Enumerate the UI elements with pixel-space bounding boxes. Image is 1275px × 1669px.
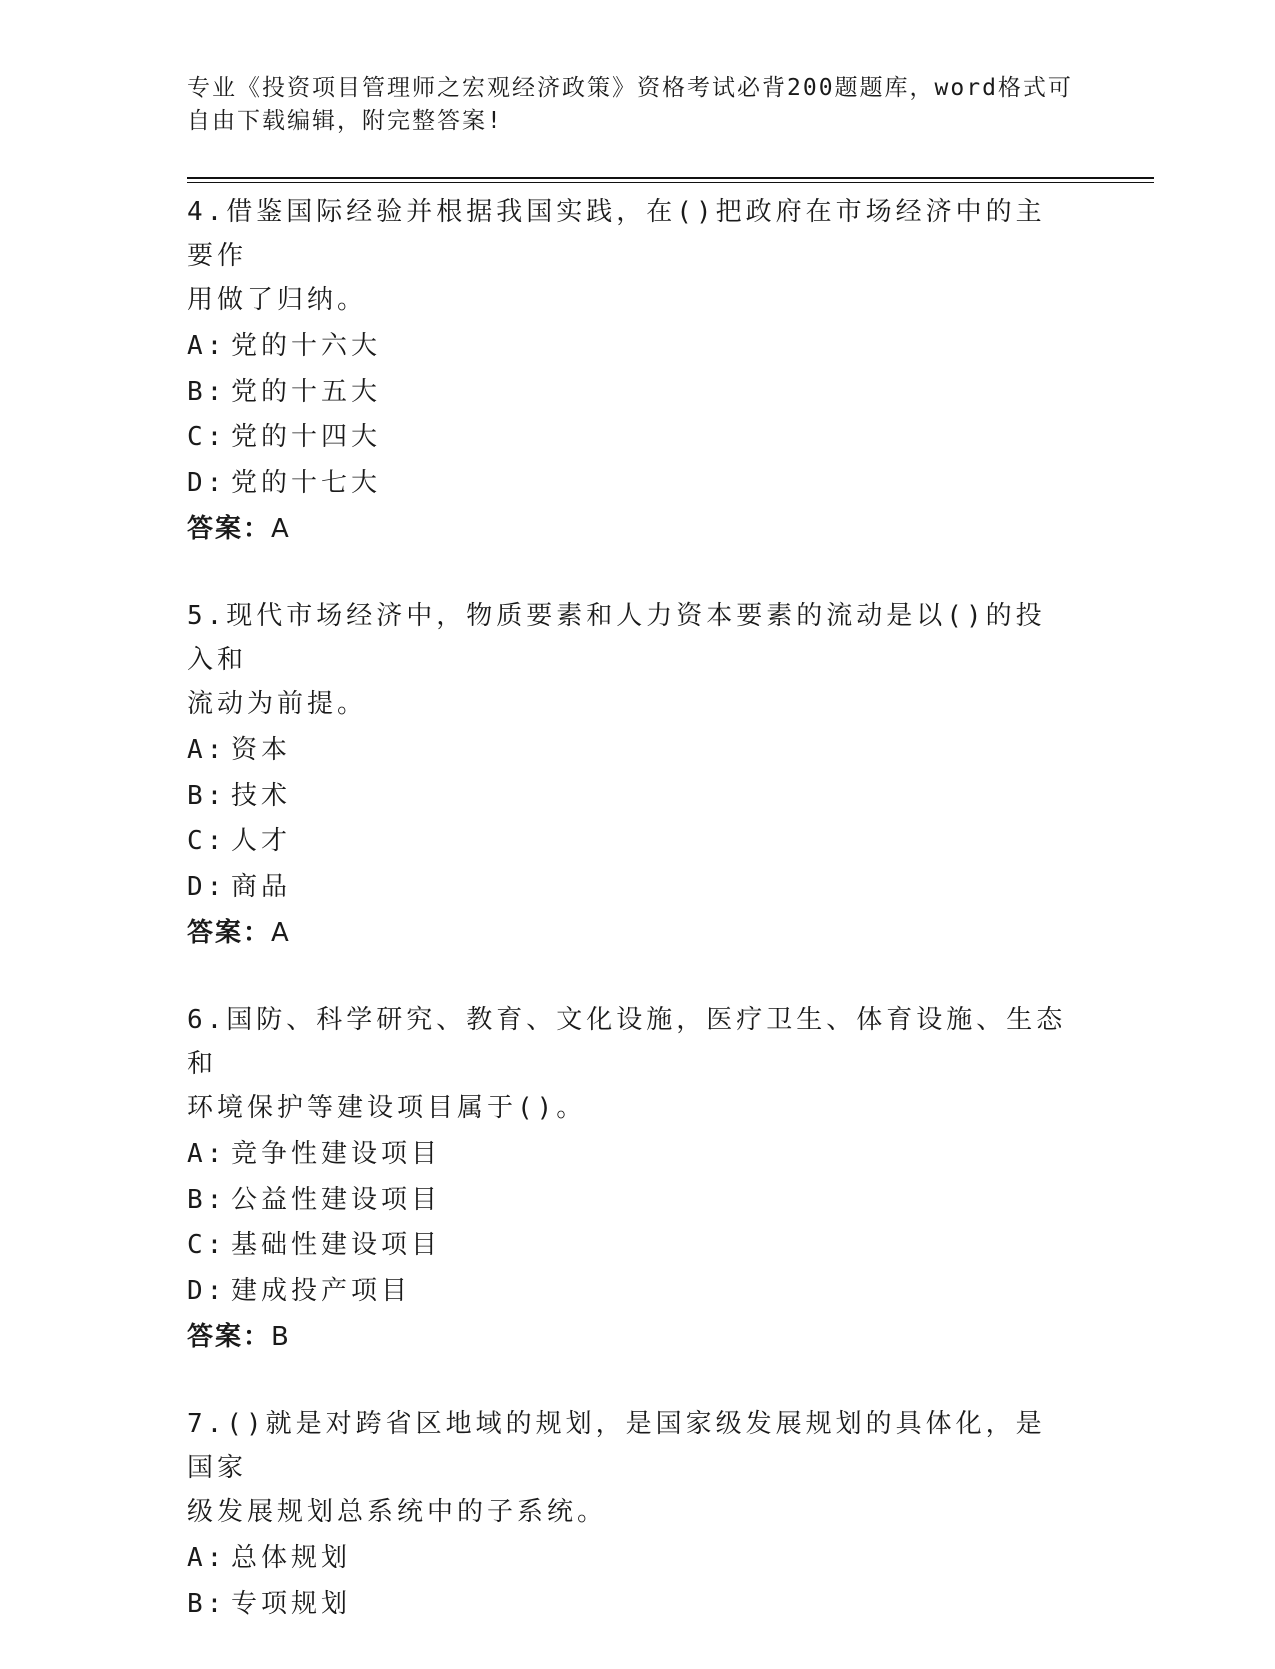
option-text: 商品	[231, 871, 292, 902]
option-text: 技术	[231, 780, 292, 811]
option-letter: B:	[187, 376, 227, 407]
question-stem-line: 5.现代市场经济中，物质要素和人力资本要素的流动是以()的投入和	[187, 601, 1046, 675]
answer-label: 答案：	[187, 918, 272, 948]
option-c	[187, 819, 1067, 865]
option-text: 建成投产项目	[231, 1275, 412, 1306]
header-title-line-2: 自由下载编辑，附完整答案!	[187, 108, 503, 134]
answer-value: A	[271, 918, 292, 948]
option-text: 总体规划	[231, 1543, 352, 1573]
option-text: 党的十六大	[231, 331, 382, 361]
answer-value: A	[271, 514, 292, 544]
option-a	[187, 728, 1067, 774]
answer-line	[187, 1314, 1067, 1360]
answer-value: B	[271, 1322, 292, 1352]
option-letter: C:	[187, 422, 227, 452]
option-letter: D:	[187, 871, 227, 902]
question-stem	[187, 998, 1067, 1130]
option-letter: A:	[187, 331, 227, 361]
question-stem-line: 流动为前提。	[187, 689, 368, 719]
option-d	[187, 1269, 1067, 1315]
option-letter: B:	[187, 1184, 227, 1215]
answer-label: 答案：	[187, 514, 272, 544]
document-header	[187, 72, 1073, 138]
option-text: 人才	[231, 826, 292, 856]
option-letter: D:	[187, 1275, 227, 1306]
option-a	[187, 1132, 1067, 1178]
option-text: 资本	[231, 735, 292, 765]
question-5	[187, 594, 1067, 956]
option-letter: A:	[187, 1543, 227, 1573]
option-text: 专项规划	[231, 1588, 352, 1619]
option-text: 党的十五大	[231, 376, 382, 407]
question-stem	[187, 190, 1067, 322]
question-6	[187, 998, 1067, 1360]
option-a	[187, 1536, 1067, 1582]
option-a	[187, 324, 1067, 370]
option-c	[187, 415, 1067, 461]
question-7	[187, 1402, 1067, 1627]
question-stem-line: 6.国防、科学研究、教育、文化设施，医疗卫生、体育设施、生态和	[187, 1005, 1067, 1079]
option-letter: D:	[187, 467, 227, 498]
option-b	[187, 774, 1067, 820]
question-stem-line: 用做了归纳。	[187, 285, 368, 315]
option-text: 基础性建设项目	[231, 1230, 442, 1260]
question-stem	[187, 1402, 1067, 1534]
header-divider-thick	[187, 177, 1154, 179]
question-stem-line: 级发展规划总系统中的子系统。	[187, 1497, 608, 1527]
option-b	[187, 370, 1067, 416]
option-letter: A:	[187, 735, 227, 765]
option-d	[187, 461, 1067, 507]
option-text: 党的十四大	[231, 422, 382, 452]
option-letter: C:	[187, 826, 227, 856]
question-4	[187, 190, 1067, 552]
answer-line	[187, 910, 1067, 956]
answer-line	[187, 506, 1067, 552]
header-divider-thin	[187, 182, 1154, 183]
option-letter: C:	[187, 1230, 227, 1260]
option-text: 竞争性建设项目	[231, 1139, 442, 1169]
answer-label: 答案：	[187, 1322, 272, 1352]
question-stem	[187, 594, 1067, 726]
question-stem-line: 7.()就是对跨省区地域的规划，是国家级发展规划的具体化，是国家	[187, 1409, 1046, 1483]
option-letter: B:	[187, 780, 227, 811]
question-stem-line: 4.借鉴国际经验并根据我国实践，在()把政府在市场经济中的主要作	[187, 197, 1046, 271]
question-stem-line: 环境保护等建设项目属于()。	[187, 1093, 587, 1123]
header-title-line-1: 专业《投资项目管理师之宏观经济政策》资格考试必背200题题库，word格式可	[187, 75, 1073, 101]
option-d	[187, 865, 1067, 911]
option-b	[187, 1178, 1067, 1224]
option-letter: B:	[187, 1588, 227, 1619]
option-letter: A:	[187, 1139, 227, 1169]
option-text: 党的十七大	[231, 467, 382, 498]
option-c	[187, 1223, 1067, 1269]
option-b	[187, 1582, 1067, 1628]
question-list	[187, 190, 1067, 1669]
option-text: 公益性建设项目	[231, 1184, 442, 1215]
